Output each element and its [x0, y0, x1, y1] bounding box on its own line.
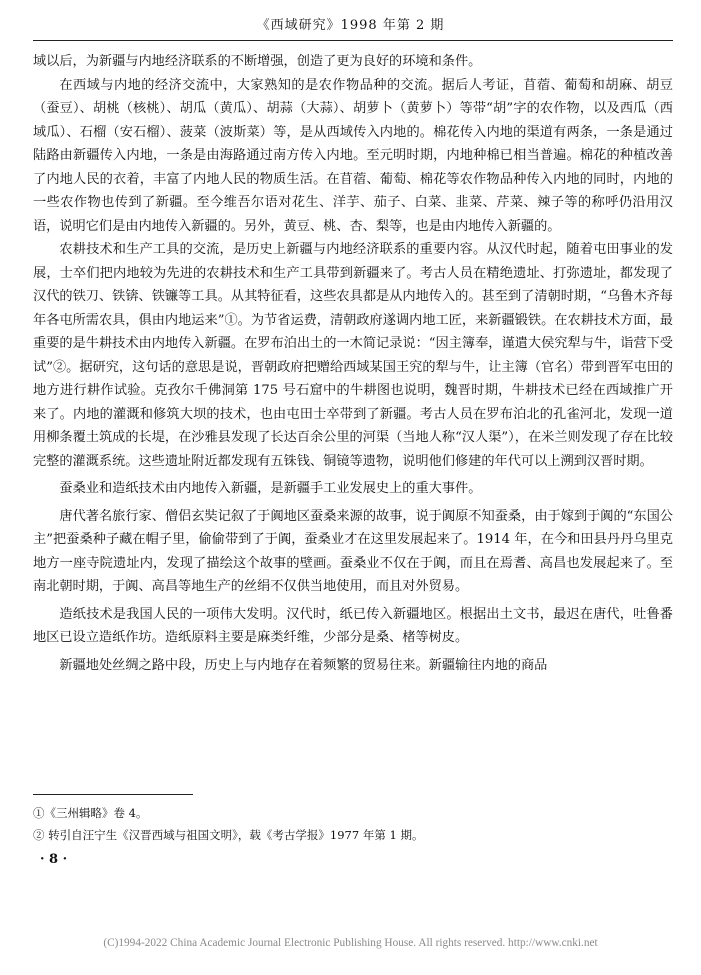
paragraph-7: 新疆地处丝绸之路中段，历史上与内地存在着频繁的贸易往来。新疆输往内地的商品: [59, 657, 548, 673]
paragraph-6: 造纸技术是我国人民的一项伟大发明。汉代时，纸已传入新疆地区。根据出土文书，最迟在唐代，吐鲁番地区已设立造纸作坊。造纸原料主要是麻类纤维，少部分是桑、楮等树皮。: [33, 606, 673, 645]
footnotes: [33, 802, 673, 846]
footnote-1: ①《三州辑略》卷 4。: [33, 806, 148, 820]
footnote-divider: [33, 794, 193, 795]
footnote-2: ② 转引自汪宁生《汉晋西域与祖国文明》，载《考古学报》1977 年第 1 期。: [33, 828, 424, 842]
article-body: [33, 50, 673, 677]
paragraph-3: 农耕技术和生产工具的交流，是历史上新疆与内地经济联系的重要内容。从汉代时起，随着屯田事业的发展，士卒们把内地较为先进的农耕技术和生产工具带到新疆来了。考古人员在精绝遗址、打弥遗址，都发现了汉代的铁刀、铁锛、铁镰等工具。从其特征看，这些农具都是从内地传入的。甚至到了清朝时期，“乌鲁木齐每年各屯所需农具，俱由内地运来”①。为节省运费，清朝政府遂调内地工匠，来新疆锻铁。在农耕技术方面，最重要的是牛耕技术由内地传入新疆。在罗布泊出土的一木简记录说：“因主簿奉，谨遣大侯究犁与牛，诣营下受试”②。据研究，这句话的意思是说，晋朝政府把赠给西域某国王究的犁与牛，让主簿（官名）带到晋军屯田的地方进行耕作试验。克孜尔千佛洞第 175 号石窟中的牛耕图也说明，魏晋时期，牛耕技术已经在西域推广开来了。内地的灌溉和修筑大坝的技术，也由屯田士卒带到了新疆。考古人员在罗布泊北的孔雀河北，发现一道用柳条覆土筑成的长堤，在沙雅县发现了长达百余公里的河渠（当地人称“汉人渠”），在米兰则发现了存在比较完整的灌溉系统。这些遗址附近都发现有五铢钱、铜镜等遗物，说明他们修建的年代可以上溯到汉晋时期。: [33, 242, 673, 469]
paragraph-4: 蚕桑业和造纸技术由内地传入新疆，是新疆手工业发展史上的重大事件。: [59, 481, 482, 496]
page-number: · 8 ·: [40, 852, 68, 867]
header-divider: [33, 40, 673, 41]
paragraph-5: 唐代著名旅行家、僧侣玄奘记叙了于阗地区蚕桑来源的故事，说于阗原不知蚕桑，由于嫁到于阗的“东国公主”把蚕桑种子藏在帽子里，偷偷带到了于阗，蚕桑业才在这里发展起来了。1914 年，在今和田县丹丹乌里克地方一座寺院遗址内，发现了描绘这个故事的壁画。蚕桑业不仅在于阗，而且在焉耆、高昌也发展起来了。至南北朝时期，于阗、高昌等地生产的丝绢不仅供当地使用，而且对外贸易。: [33, 508, 673, 594]
paragraph-1: 域以后，为新疆与内地经济联系的不断增强，创造了更为良好的环境和条件。: [33, 54, 482, 69]
copyright-notice: (C)1994-2022 China Academic Journal Electronic Publishing House. All rights reserved. http://www.cnki.net: [103, 937, 598, 949]
paragraph-2: 在西域与内地的经济交流中，大家熟知的是农作物品种的交流。据后人考证，苜蓿、葡萄和胡麻、胡豆（蚕豆）、胡桃（核桃）、胡瓜（黄瓜）、胡蒜（大蒜）、胡萝卜（黄萝卜）等带“胡”字的农作物，以及西瓜（西域瓜）、石榴（安石榴）、菠菜（波斯菜）等，是从西域传入内地的。棉花传入内地的渠道有两条，一条是通过陆路由新疆传入内地，一条是由海路通过南方传入内地。至元明时期，内地种棉已相当普遍。棉花的种植改善了内地人民的衣着，丰富了内地人民的物质生活。在苜蓿、葡萄、棉花等农作物品种传入内地的同时，内地的一些农作物也传到了新疆。至今维吾尔语对花生、洋芋、茄子、白菜、韭菜、芹菜、辣子等的称呼仍沿用汉语，说明它们是由内地传入新疆的。另外，黄豆、桃、杏、梨等，也是由内地传入新疆的。: [33, 77, 673, 234]
journal-header: 《西域研究》1998 年第 2 期: [256, 18, 445, 33]
